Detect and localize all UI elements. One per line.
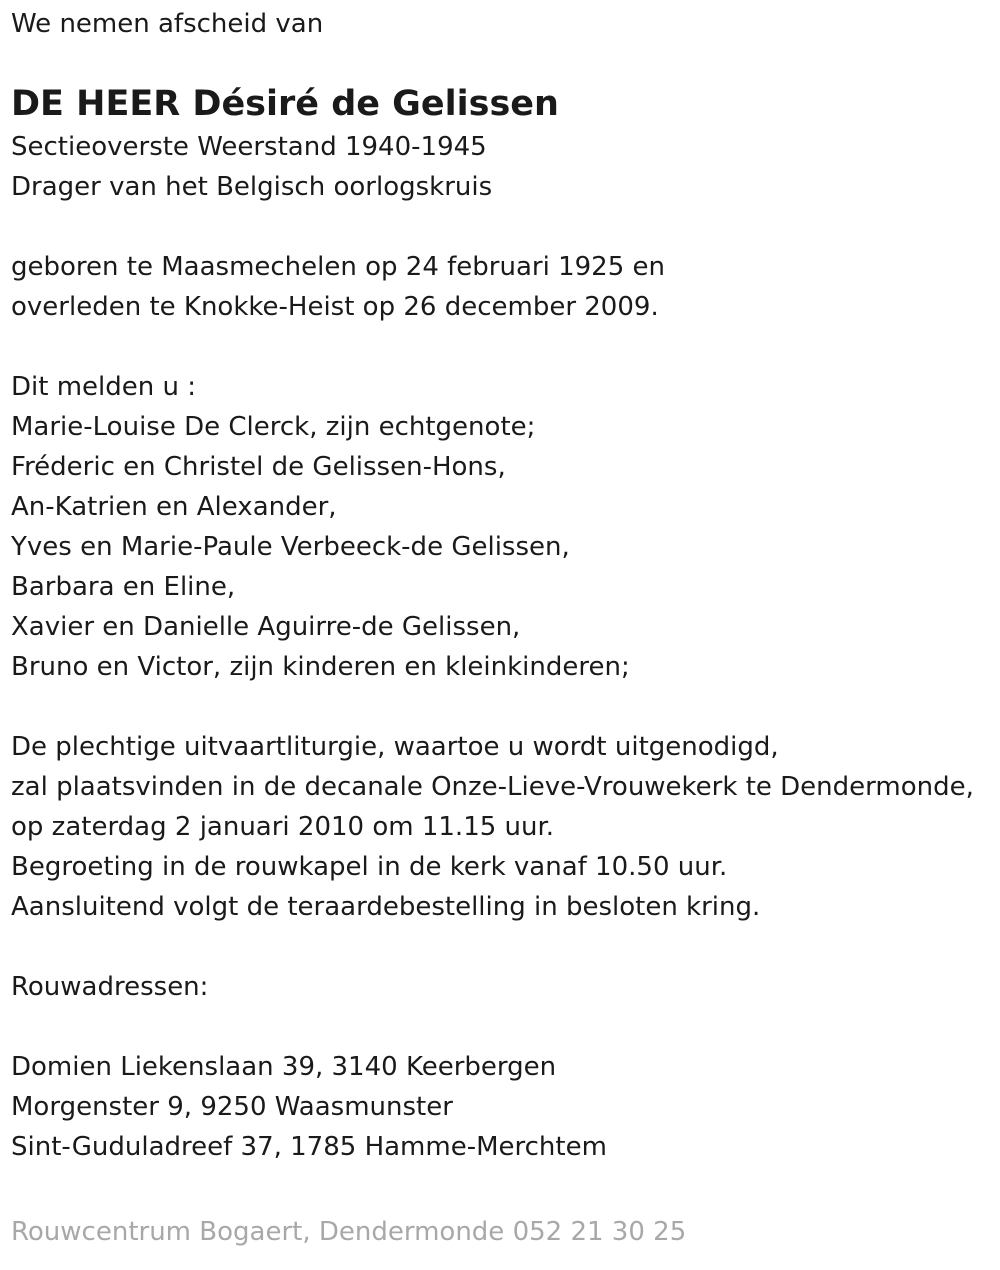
family-member: Fréderic en Christel de Gelissen-Hons, [11, 452, 506, 482]
addresses-heading: Rouwadressen: [11, 972, 209, 1002]
family-member: Marie-Louise De Clerck, zijn echtgenote; [11, 412, 536, 442]
address-line: Morgenster 9, 9250 Waasmunster [11, 1092, 453, 1122]
family-block [11, 367, 996, 687]
spacer [11, 687, 996, 727]
funeral-line: Begroeting in de rouwkapel in de kerk vanaf 10.50 uur. [11, 852, 728, 882]
funeral-line: op zaterdag 2 januari 2010 om 11.15 uur. [11, 812, 555, 842]
title-line: Sectieoverste Weerstand 1940-1945 [11, 132, 487, 162]
family-member: Yves en Marie-Paule Verbeeck-de Gelissen, [11, 532, 570, 562]
death-line: overleden te Knokke-Heist op 26 december 2009. [11, 292, 659, 322]
spacer [11, 207, 996, 247]
intro-text: We nemen afscheid van [11, 9, 324, 39]
funeral-line: Aansluitend volgt de teraardebestelling in besloten kring. [11, 892, 761, 922]
spacer [11, 927, 996, 967]
spacer [11, 327, 996, 367]
family-member: An-Katrien en Alexander, [11, 492, 337, 522]
title-line: Drager van het Belgisch oorlogskruis [11, 172, 493, 202]
funeral-line: De plechtige uitvaartliturgie, waartoe u wordt uitgenodigd, [11, 732, 779, 762]
family-member: Xavier en Danielle Aguirre-de Gelissen, [11, 612, 521, 642]
addresses-block [11, 1047, 996, 1167]
deceased-name: DE HEER Désiré de Gelissen [11, 84, 559, 124]
birth-line: geboren te Maasmechelen op 24 februari 1925 en [11, 252, 665, 282]
family-intro: Dit melden u : [11, 372, 196, 402]
life-dates-block [11, 247, 996, 327]
spacer [11, 1007, 996, 1047]
family-member: Barbara en Eline, [11, 572, 236, 602]
family-member: Bruno en Victor, zijn kinderen en kleinkinderen; [11, 652, 630, 682]
funeral-line: zal plaatsvinden in de decanale Onze-Lieve-Vrouwekerk te Dendermonde, [11, 772, 974, 802]
funeral-home-footer: Rouwcentrum Bogaert, Dendermonde 052 21 30 25 [11, 1217, 687, 1247]
address-line: Sint-Guduladreef 37, 1785 Hamme-Merchtem [11, 1132, 607, 1162]
titles-block [11, 127, 996, 207]
funeral-block [11, 727, 996, 927]
death-notice [11, 4, 996, 1167]
address-line: Domien Liekenslaan 39, 3140 Keerbergen [11, 1052, 557, 1082]
